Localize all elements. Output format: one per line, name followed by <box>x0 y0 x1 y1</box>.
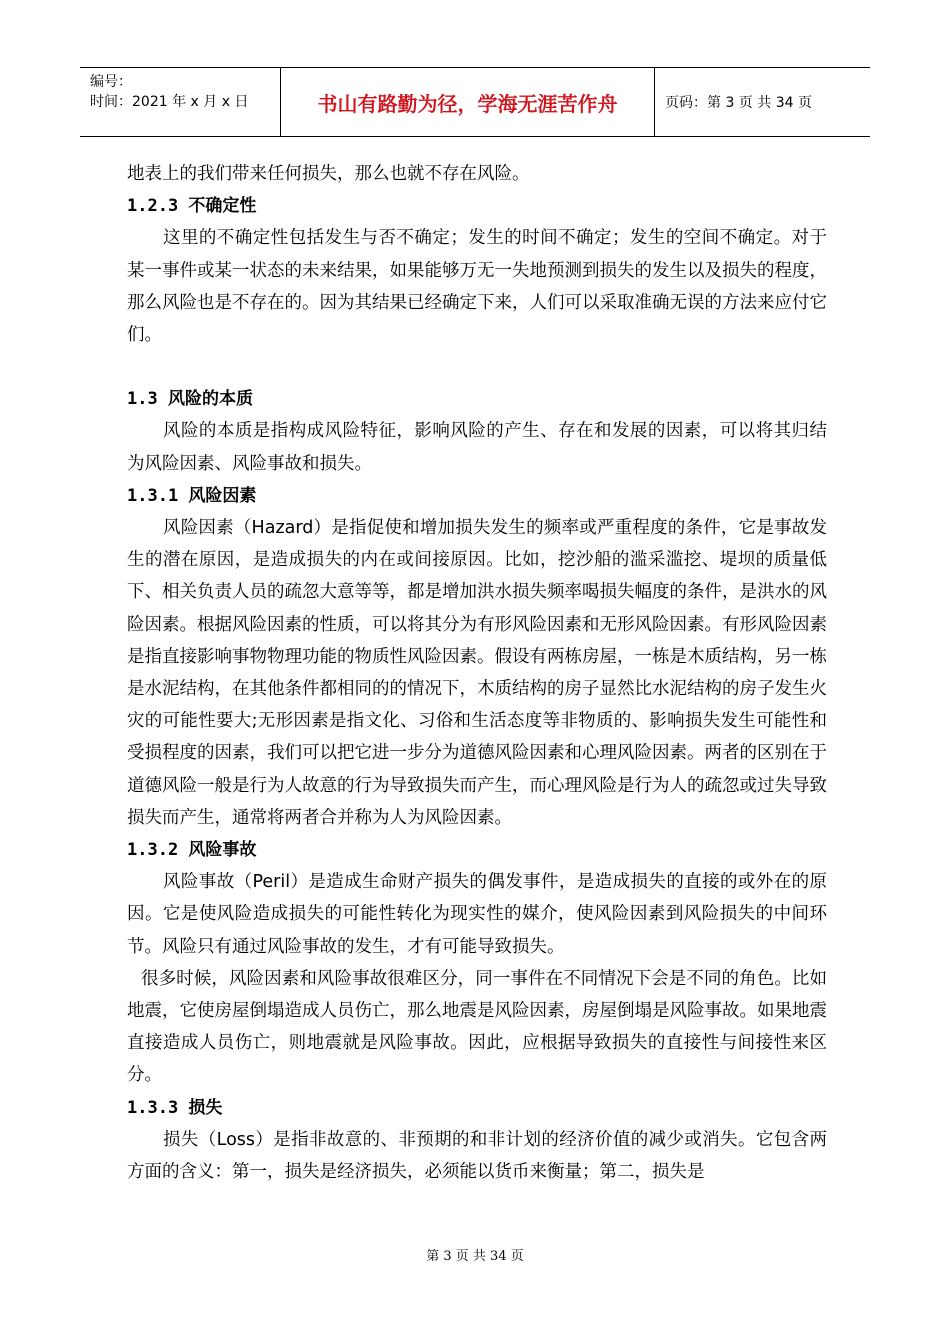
page-header <box>80 67 870 137</box>
header-page-info: 页码：第 3 页 共 34 页 <box>665 95 812 111</box>
document-date-label: 时间：2021 年 x 月 x 日 <box>90 94 249 110</box>
document-number-label: 编号： <box>90 74 132 90</box>
section-heading-1-3-2: 1.3.2 风险事故 <box>127 840 257 861</box>
paragraph-continuation: 地表上的我们带来任何损失，那么也就不存在风险。 <box>127 164 530 184</box>
page-footer: 第 3 页 共 34 页 <box>426 1249 524 1264</box>
paragraph-loss: 损失（Loss）是指非故意的、非预期的和非计划的经济价值的减少或消失。它包含两方面的含义：第一，损失是经济损失，必须能以货币来衡量；第二，损失是 <box>127 1129 827 1183</box>
section-spacer <box>127 351 827 383</box>
paragraph-risk-accident: 风险事故（Peril）是造成生命财产损失的偶发事件，是造成损失的直接的或外在的原因。它是使风险造成损失的可能性转化为现实性的媒介，使风险因素到风险损失的中间环节。风险只有通过风险事故的发生，才有可能导致损失。 <box>127 872 827 957</box>
document-body <box>127 158 827 1188</box>
header-meta <box>80 68 281 136</box>
paragraph-risk-distinction: 很多时候，风险因素和风险事故很难区分，同一事件在不同情况下会是不同的角色。比如地震，它使房屋倒塌造成人员伤亡，那么地震是风险因素，房屋倒塌是风险事故。如果地震直接造成人员伤亡，则地震就是风险事故。因此，应根据导致损失的直接性与间接性来区分。 <box>127 968 827 1086</box>
header-motto: 书山有路勤为径，学海无涯苦作舟 <box>281 68 655 136</box>
paragraph-uncertainty: 这里的不确定性包括发生与否不确定；发生的时间不确定；发生的空间不确定。对于某一事件或某一状态的未来结果，如果能够万无一失地预测到损失的发生以及损失的程度，那么风险也是不存在的。因为其结果已经确定下来，人们可以采取准确无误的方法来应付它们。 <box>127 228 827 346</box>
section-heading-1-3-3: 1.3.3 损失 <box>127 1097 223 1118</box>
paragraph-risk-essence: 风险的本质是指构成风险特征，影响风险的产生、存在和发展的因素，可以将其归结为风险因素、风险事故和损失。 <box>127 421 827 474</box>
section-heading-1-3: 1.3 风险的本质 <box>127 389 253 410</box>
section-heading-1-2-3: 1.2.3 不确定性 <box>127 196 257 217</box>
section-heading-1-3-1: 1.3.1 风险因素 <box>127 485 257 506</box>
paragraph-risk-factors: 风险因素（Hazard）是指促使和增加损失发生的频率或严重程度的条件，它是事故发生的潜在原因，是造成损失的内在或间接原因。比如，挖沙船的滥采滥挖、堤坝的质量低下、相关负责人员的疏忽大意等等，都是增加洪水损失频率喝损失幅度的条件，是洪水的风险因素。根据风险因素的性质，可以将其分为有形风险因素和无形风险因素。有形风险因素是指直接影响事物物理功能的物质性风险因素。假设有两栋房屋，一栋是木质结构，另一栋是水泥结构，在其他条件都相同的的情况下，木质结构的房子显然比水泥结构的房子发生火灾的可能性要大;无形因素是指文化、习俗和生活态度等非物质的、影响损失发生可能性和受损程度的因素，我们可以把它进一步分为道德风险因素和心理风险因素。两者的区别在于道德风险一般是行为人故意的行为导致损失而产生，而心理风险是行为人的疏忽或过失导致损失而产生，通常将两者合并称为人为风险因素。 <box>127 518 827 828</box>
